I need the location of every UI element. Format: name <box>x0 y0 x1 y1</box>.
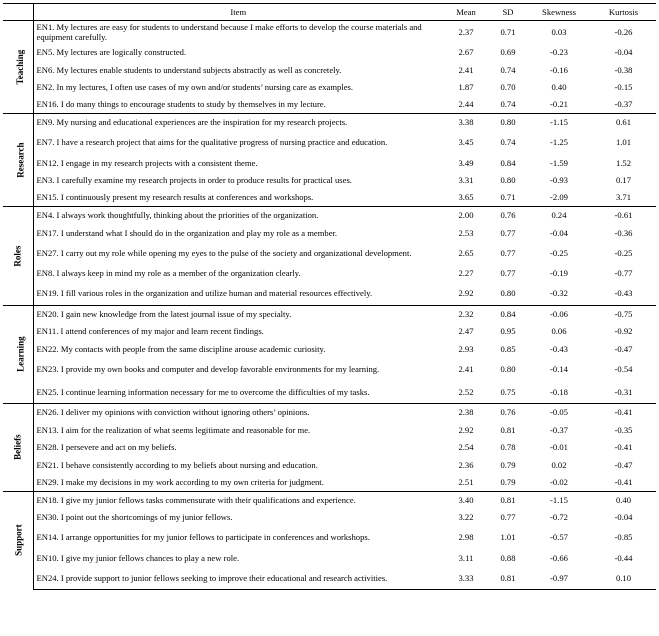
skewness-cell: -0.37 <box>550 424 568 435</box>
skewness-cell: -0.72 <box>550 512 568 523</box>
item-statistics-table <box>3 3 656 590</box>
kurtosis-cell: -0.61 <box>591 207 656 225</box>
sd-cell: 0.79 <box>500 476 516 487</box>
kurtosis-cell: -0.75 <box>591 305 656 323</box>
sd-cell: 0.76 <box>489 404 527 422</box>
skewness-cell: -1.15 <box>527 114 591 132</box>
item-cell: EN2. In my lectures, I often use cases of my own and/or students’ nursing care as examples. <box>36 82 354 93</box>
item-cell: EN26. I deliver my opinions with conviction without ignoring others’ opinions. <box>33 404 443 422</box>
table-row <box>3 207 656 225</box>
mean-cell: 2.37 <box>443 21 489 44</box>
kurtosis-cell: -0.26 <box>591 21 656 44</box>
item-cell: EN29. I make my decisions in my work according to my own criteria for judgment. <box>36 476 324 487</box>
mean-cell: 2.51 <box>458 476 474 487</box>
sd-cell: 0.77 <box>500 512 516 523</box>
item-cell: EN10. I give my junior fellows chances to play a new role. <box>36 552 240 563</box>
mean-cell: 3.11 <box>458 552 474 563</box>
item-cell: EN1. My lectures are easy for students to understand because I make efforts to develop the course materials and equipment carefully. <box>33 21 443 44</box>
mean-cell: 2.54 <box>458 442 474 453</box>
table-row <box>3 265 656 283</box>
section-label-cell <box>3 404 33 492</box>
skewness-cell: -0.97 <box>527 567 591 590</box>
item-cell: EN20. I gain new knowledge from the latest journal issue of my specialty. <box>33 305 443 323</box>
skewness-cell: -0.93 <box>550 175 568 186</box>
mean-cell: 2.00 <box>443 207 489 225</box>
section-label-cell <box>3 491 33 590</box>
item-cell: EN14. I arrange opportunities for my junior fellows to participate in conferences and workshops. <box>36 532 370 543</box>
table-row <box>3 305 656 323</box>
kurtosis-cell: -0.85 <box>614 532 633 543</box>
sd-cell: 0.80 <box>489 114 527 132</box>
table-row <box>3 404 656 422</box>
kurtosis-cell: -0.35 <box>614 424 633 435</box>
header-row <box>3 4 656 21</box>
table-row <box>3 44 656 62</box>
table-row <box>3 474 656 492</box>
table-row <box>3 323 656 341</box>
section-label-cell <box>3 21 33 114</box>
item-cell: EN16. I do many things to encourage students to study by themselves in my lecture. <box>36 99 326 110</box>
mean-cell: 2.67 <box>458 47 474 58</box>
mean-cell: 2.38 <box>443 404 489 422</box>
item-cell: EN7. I have a research project that aims for the qualitative progress of nursing practice and education. <box>36 137 388 148</box>
skewness-cell: 0.02 <box>551 459 567 470</box>
table-body <box>3 21 656 590</box>
item-cell: EN23. I provide my own books and computer and develop favorable environments for my learning. <box>36 363 380 374</box>
sd-cell: 0.69 <box>500 47 516 58</box>
sd-cell: 0.80 <box>500 175 516 186</box>
skewness-cell: -0.18 <box>550 386 568 397</box>
sd-cell: 0.77 <box>500 227 516 238</box>
table-row <box>3 96 656 114</box>
mean-cell: 2.65 <box>458 247 474 258</box>
sd-cell: 0.84 <box>500 157 516 168</box>
kurtosis-cell: -0.44 <box>614 552 633 563</box>
table-row <box>3 131 656 154</box>
table-row <box>3 567 656 590</box>
section-label: Research <box>15 142 26 178</box>
mean-cell: 2.44 <box>458 99 474 110</box>
item-cell: EN4. I always work thoughtfully, thinking about the priorities of the organization. <box>33 207 443 225</box>
kurtosis-cell: -0.38 <box>614 64 633 75</box>
section-label: Teaching <box>15 49 26 85</box>
skewness-cell: -0.06 <box>527 305 591 323</box>
kurtosis-cell: 3.71 <box>615 192 632 203</box>
skewness-cell: -0.21 <box>550 99 568 110</box>
mean-cell: 3.38 <box>443 114 489 132</box>
header-section <box>3 4 33 21</box>
header-kurtosis: Kurtosis <box>591 4 656 21</box>
item-cell: EN9. My nursing and educational experiences are the inspiration for my research projects. <box>33 114 443 132</box>
section-label-cell <box>3 207 33 306</box>
skewness-cell: 0.03 <box>527 21 591 44</box>
table-row <box>3 456 656 474</box>
mean-cell: 3.65 <box>458 192 474 203</box>
mean-cell: 3.22 <box>458 512 474 523</box>
table-row <box>3 189 656 207</box>
item-cell: EN18. I give my junior fellows tasks commensurate with their qualifications and experience. <box>33 491 443 509</box>
kurtosis-cell: 0.40 <box>591 491 656 509</box>
sd-cell: 0.71 <box>500 192 516 203</box>
mean-cell: 3.31 <box>458 175 474 186</box>
skewness-cell: -0.66 <box>550 552 568 563</box>
sd-cell: 0.84 <box>489 305 527 323</box>
skewness-cell: -0.57 <box>550 532 568 543</box>
kurtosis-cell: -0.47 <box>614 343 633 354</box>
kurtosis-cell: 0.61 <box>591 114 656 132</box>
header-mean: Mean <box>443 4 489 21</box>
mean-cell: 1.87 <box>458 82 474 93</box>
skewness-cell: -0.01 <box>550 442 568 453</box>
skewness-cell: -1.25 <box>550 137 568 148</box>
skewness-cell: -0.25 <box>550 247 568 258</box>
skewness-cell: -0.32 <box>550 288 568 299</box>
skewness-cell: -0.05 <box>527 404 591 422</box>
mean-cell: 2.27 <box>458 268 474 279</box>
sd-cell: 0.74 <box>500 64 516 75</box>
sd-cell: 0.74 <box>500 137 516 148</box>
item-cell: EN15. I continuously present my research results at conferences and workshops. <box>36 192 314 203</box>
skewness-cell: 0.40 <box>551 82 567 93</box>
sd-cell: 0.77 <box>500 268 516 279</box>
kurtosis-cell: -0.41 <box>591 404 656 422</box>
header-sd: SD <box>489 4 527 21</box>
skewness-cell: 0.06 <box>551 326 567 337</box>
sd-cell: 1.01 <box>500 532 516 543</box>
sd-cell: 0.70 <box>500 82 516 93</box>
section-label: Learning <box>15 336 26 372</box>
sd-cell: 0.81 <box>489 491 527 509</box>
kurtosis-cell: 1.52 <box>615 157 632 168</box>
item-cell: EN30. I point out the shortcomings of my junior fellows. <box>36 512 233 523</box>
sd-cell: 0.88 <box>500 552 516 563</box>
table-row <box>3 154 656 172</box>
kurtosis-cell: -0.47 <box>614 459 633 470</box>
section-label-cell <box>3 114 33 207</box>
sd-cell: 0.80 <box>500 363 516 374</box>
header-skewness: Skewness <box>527 4 591 21</box>
skewness-cell: -1.15 <box>527 491 591 509</box>
sd-cell: 0.76 <box>489 207 527 225</box>
sd-cell: 0.80 <box>500 288 516 299</box>
item-cell: EN27. I carry out my role while opening my eyes to the pulse of the society and organizational development. <box>36 247 412 258</box>
kurtosis-cell: 1.01 <box>615 137 632 148</box>
item-cell: EN5. My lectures are logically constructed. <box>36 47 187 58</box>
skewness-cell: -0.43 <box>550 343 568 354</box>
item-cell: EN28. I persevere and act on my beliefs. <box>36 442 177 453</box>
item-cell: EN12. I engage in my research projects with a consistent theme. <box>36 157 258 168</box>
mean-cell: 2.41 <box>458 363 474 374</box>
sd-cell: 0.74 <box>500 99 516 110</box>
sd-cell: 0.85 <box>500 343 516 354</box>
sd-cell: 0.71 <box>489 21 527 44</box>
item-cell: EN6. My lectures enable students to understand subjects abstractly as well as concretely. <box>36 64 342 75</box>
kurtosis-cell: -0.37 <box>614 99 633 110</box>
mean-cell: 3.49 <box>458 157 474 168</box>
table-row <box>3 172 656 190</box>
section-label: Support <box>13 524 24 557</box>
skewness-cell: -0.04 <box>550 227 568 238</box>
table-row <box>3 242 656 265</box>
kurtosis-cell: -0.31 <box>614 386 633 397</box>
sd-cell: 0.78 <box>500 442 516 453</box>
skewness-cell: -0.16 <box>550 64 568 75</box>
header-item: Item <box>33 4 443 21</box>
mean-cell: 2.41 <box>458 64 474 75</box>
skewness-cell: -0.14 <box>550 363 568 374</box>
mean-cell: 3.40 <box>443 491 489 509</box>
item-cell: EN13. I aim for the realization of what seems legitimate and reasonable for me. <box>36 424 311 435</box>
skewness-cell: -2.09 <box>550 192 568 203</box>
sd-cell: 0.75 <box>500 386 516 397</box>
table-row <box>3 509 656 527</box>
kurtosis-cell: 0.17 <box>615 175 632 186</box>
table-row <box>3 439 656 457</box>
item-cell: EN25. I continue learning information necessary for me to overcome the difficulties of my tasks. <box>36 386 370 397</box>
table-row <box>3 224 656 242</box>
table-row <box>3 526 656 549</box>
skewness-cell: -0.23 <box>550 47 568 58</box>
kurtosis-cell: -0.15 <box>614 82 633 93</box>
section-label-cell <box>3 305 33 404</box>
mean-cell: 2.92 <box>458 424 474 435</box>
table-container <box>3 3 656 590</box>
skewness-cell: -0.02 <box>550 476 568 487</box>
kurtosis-cell: -0.43 <box>614 288 633 299</box>
table-row <box>3 549 656 567</box>
mean-cell: 3.33 <box>443 567 489 590</box>
table-row <box>3 61 656 79</box>
sd-cell: 0.81 <box>489 567 527 590</box>
table-row <box>3 114 656 132</box>
table-row <box>3 340 656 358</box>
mean-cell: 2.53 <box>458 227 474 238</box>
mean-cell: 2.92 <box>458 288 474 299</box>
mean-cell: 2.93 <box>458 343 474 354</box>
item-cell: EN21. I behave consistently according to my beliefs about nursing and education. <box>36 459 318 470</box>
mean-cell: 2.32 <box>443 305 489 323</box>
skewness-cell: 0.24 <box>527 207 591 225</box>
table-row <box>3 79 656 97</box>
kurtosis-cell: -0.04 <box>614 47 633 58</box>
kurtosis-cell: -0.77 <box>614 268 633 279</box>
item-cell: EN19. I fill various roles in the organization and utilize human and material resources effectively. <box>36 288 373 299</box>
sd-cell: 0.79 <box>500 459 516 470</box>
section-label: Roles <box>12 245 23 267</box>
table-row <box>3 282 656 305</box>
kurtosis-cell: -0.04 <box>614 512 633 523</box>
skewness-cell: -1.59 <box>550 157 568 168</box>
item-cell: EN22. My contacts with people from the same discipline arouse academic curiosity. <box>36 343 326 354</box>
skewness-cell: -0.19 <box>550 268 568 279</box>
kurtosis-cell: -0.92 <box>614 326 633 337</box>
table-row <box>3 381 656 404</box>
kurtosis-cell: -0.41 <box>614 442 633 453</box>
mean-cell: 2.47 <box>458 326 474 337</box>
kurtosis-cell: -0.36 <box>614 227 633 238</box>
item-cell: EN8. I always keep in mind my role as a member of the organization clearly. <box>36 268 301 279</box>
item-cell: EN24. I provide support to junior fellows seeking to improve their educational and research activities. <box>33 567 443 590</box>
kurtosis-cell: 0.10 <box>591 567 656 590</box>
mean-cell: 2.36 <box>458 459 474 470</box>
table-row <box>3 491 656 509</box>
sd-cell: 0.77 <box>500 247 516 258</box>
mean-cell: 2.52 <box>458 386 474 397</box>
table-row <box>3 358 656 381</box>
mean-cell: 3.45 <box>458 137 474 148</box>
table-row <box>3 21 656 44</box>
table-row <box>3 421 656 439</box>
section-label: Beliefs <box>12 434 23 460</box>
item-cell: EN3. I carefully examine my research projects in order to produce results for practical uses. <box>36 175 352 186</box>
kurtosis-cell: -0.41 <box>614 476 633 487</box>
sd-cell: 0.95 <box>500 326 516 337</box>
kurtosis-cell: -0.54 <box>614 363 633 374</box>
sd-cell: 0.81 <box>500 424 516 435</box>
kurtosis-cell: -0.25 <box>614 247 633 258</box>
mean-cell: 2.98 <box>458 532 474 543</box>
item-cell: EN17. I understand what I should do in the organization and play my role as a member. <box>36 227 338 238</box>
item-cell: EN11. I attend conferences of my major and learn recent findings. <box>36 326 264 337</box>
